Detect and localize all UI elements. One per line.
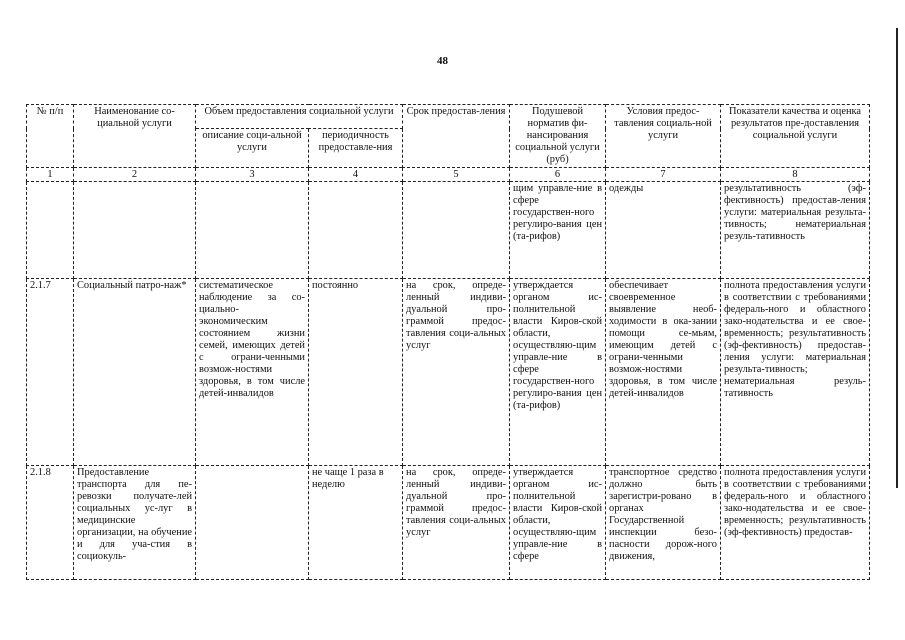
column-number: 5 [403, 168, 510, 182]
row-norm: утверждается органом ис-полнительной власти Киров-ской области, осуществляю-щим управле-ние в сфере государствен-ного регулиро-вания цен (та-рифов) [510, 279, 606, 466]
row-num: 2.1.7 [27, 279, 74, 466]
column-number: 7 [606, 168, 721, 182]
row-norm: утверждается органом ис-полнительной власти Киров-ской области, осуществляю-щим управле-ние в сфере [510, 466, 606, 580]
row-description [196, 466, 309, 580]
row-service-name [74, 182, 196, 279]
row-description: систематическое наблюдение за со-циально-экономическим состоянием жизни семей, имеющих детей с ограни-ченными возмож-ностями здоровья, в том числе детей-инвалидов [196, 279, 309, 466]
column-number-row [27, 168, 870, 182]
header-conditions: Условия предос-тавления социаль-ной услуги [606, 105, 721, 168]
row-quality: результативность (эф-фективность) предостав-ления услуги: материальная результа-тивность; нематериальная резуль-тативность [721, 182, 870, 279]
row-num [27, 182, 74, 279]
services-table [26, 104, 870, 580]
row-term: на срок, опреде-ленный индиви-дуальной про-граммой предос-тавления соци-альных услуг [403, 279, 510, 466]
row-num: 2.1.8 [27, 466, 74, 580]
header-row-1 [27, 105, 870, 129]
row-quality: полнота предоставления услуги в соответствии с требованиями федераль-ного и областного зако-нодательства и ее свое-временность; результативность (эф-фективность) предостав- [721, 466, 870, 580]
row-quality: полнота предоставления услуги в соответствии с требованиями федераль-ного и областного зако-нодательства и ее свое-временность; результативность (эф-фективность) предостав-ления услуги: материальная результа-тивность; нематериальная резуль-тативность [721, 279, 870, 466]
row-conditions: транспортное средство должно быть зарегистри-ровано в органах Государственной инспекции безо-пасности дорож-ного движения, [606, 466, 721, 580]
column-number: 1 [27, 168, 74, 182]
page-number: 48 [437, 55, 448, 67]
header-volume-group: Объем предоставления социальной услуги [196, 105, 403, 129]
row-conditions: одежды [606, 182, 721, 279]
header-name: Наименование со-циальной услуги [74, 105, 196, 168]
column-number: 6 [510, 168, 606, 182]
table-row [27, 182, 870, 279]
header-term: Срок предостав-ления [403, 105, 510, 168]
row-service-name: Социальный патро-наж* [74, 279, 196, 466]
row-norm: щим управле-ние в сфере государствен-ного регулиро-вания цен (та-рифов) [510, 182, 606, 279]
column-number: 4 [309, 168, 403, 182]
row-description [196, 182, 309, 279]
row-periodicity [309, 182, 403, 279]
column-number: 8 [721, 168, 870, 182]
column-number: 3 [196, 168, 309, 182]
table-row [27, 279, 870, 466]
header-quality: Показатели качества и оценка результатов пре-доставления социальной услуги [721, 105, 870, 168]
header-description: описание соци-альной услуги [196, 129, 309, 168]
row-service-name: Предоставление транспорта для пе-ревозки получате-лей социальных ус-луг в медицинские организации, на обучение и для уча-стия в социокуль- [74, 466, 196, 580]
header-norm: Подушевой норматив фи-нансирования социальной услуги (руб) [510, 105, 606, 168]
row-term: на срок, опреде-ленный индиви-дуальной про-граммой предос-тавления соци-альных услуг [403, 466, 510, 580]
header-periodicity: периодичность предоставле-ния [309, 129, 403, 168]
row-conditions: обеспечивает своевременное выявление необ-ходимости в ока-зании помощи се-мьям, имеющим детей с ограни-ченными возмож-ностями здоровья, в том числе детей-инвалидов [606, 279, 721, 466]
row-term [403, 182, 510, 279]
header-num: № п/п [27, 105, 74, 168]
scan-edge-line [896, 28, 898, 488]
row-periodicity: постоянно [309, 279, 403, 466]
column-number: 2 [74, 168, 196, 182]
row-periodicity: не чаще 1 раза в неделю [309, 466, 403, 580]
table-row [27, 466, 870, 580]
